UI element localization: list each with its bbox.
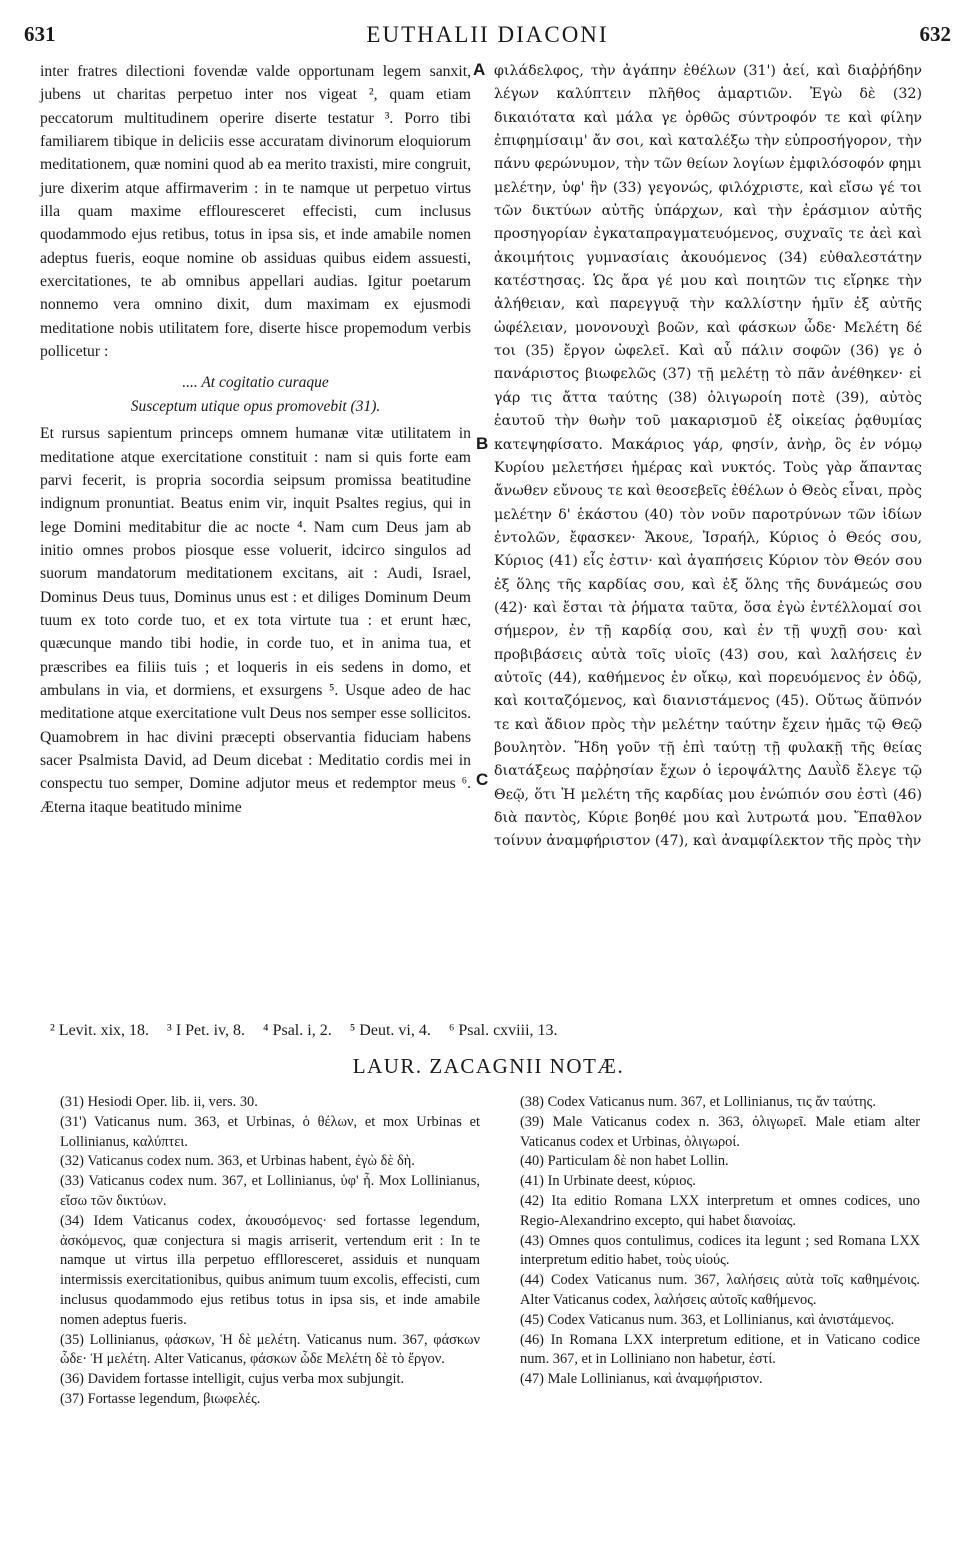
- note-item: (32) Vaticanus codex num. 363, et Urbinas habent, ἐγὼ δὲ δὴ.: [60, 1153, 415, 1170]
- latin-column: [40, 60, 471, 819]
- latin-verse-line-1: .... At cogitatio curaque: [182, 374, 329, 392]
- note-item: (38) Codex Vaticanus num. 367, et Lollinianus, τις ἄν ταύτης.: [520, 1094, 876, 1110]
- margin-marker-a: A: [473, 60, 486, 79]
- reference-item: ⁵ Deut. vi, 4.: [349, 1022, 431, 1039]
- note-item: (36) Davidem fortasse intelligit, cujus verba mox subjungit.: [60, 1371, 405, 1388]
- note-item: (35) Lollinianus, φάσκων, Ἡ δὲ μελέτη. Vaticanus num. 367, φάσκων ὧδε· Ἡ μελέτη. Alter Vaticanus, φάσκων ὧδε Μελέτη δὲ τὸ ἔργον.: [60, 1331, 480, 1368]
- note-item: (31) Hesiodi Oper. lib. ii, vers. 30.: [60, 1094, 258, 1110]
- notes-right-column: [520, 1093, 920, 1390]
- margin-marker-b: B: [476, 434, 489, 453]
- note-item: (45) Codex Vaticanus num. 363, et Lollinianus, καὶ ἀνιστάμενος.: [520, 1311, 895, 1328]
- note-item: (47) Male Lollinianus, καὶ ἀναμφήριστον.: [520, 1371, 763, 1388]
- note-item: (37) Fortasse legendum, βιωφελές.: [60, 1390, 261, 1407]
- note-item: (44) Codex Vaticanus num. 367, λαλήσεις αὐτὰ τοῖς καθημένοις. Alter Vaticanus codex, λαλήσεις αὐτοῖς καθήμενος.: [520, 1272, 920, 1308]
- note-item: (34) Idem Vaticanus codex, ἀκουσόμενος· sed fortasse legendum, ἀσκόμενος, quæ conjectura si magis arriserit, vertendum erit : In te namque ut virtus illa perpetuo efflloresceret, assiduis et nunquam intermissis exercitationibus, quibus animum tuum excolis, effecisti, cum inclusus quodammodo ejus retibus totus in ipsa sis, et inde amabile nomen adeptus fueris.: [60, 1212, 480, 1328]
- notes-left-column: [60, 1093, 480, 1410]
- note-item: (40) Particulam δὲ non habet Lollin.: [520, 1153, 729, 1170]
- running-title: EUTHALII DIACONI: [366, 22, 609, 47]
- note-item: (43) Omnes quos contulimus, codices ita legunt ; sed Romana LXX interpretum editio habet, τοὺς υἱούς.: [520, 1232, 920, 1269]
- notes-heading: LAUR. ZACAGNII NOTÆ.: [352, 1054, 625, 1078]
- latin-verse-quote: [40, 371, 471, 418]
- latin-paragraph-1: inter fratres dilectioni fovendæ valde opportunam legem sanxit, jubens ut charitas perpetuo inter nos vigeat ², quam etiam peccatorum multitudinem operire diserte testatur ³. Porro tibi familiarem tibique in deliciis esse accuratam divinorum eloquiorum meditationem, quæ nomini quod ab ea merito traxisti, mire congruit, jure dixerim atque affirmaverim : in te namque ut perpetuo virtus illa quam maxime efflouresceret effecisti, cum inclusus quodammodo ejus retibus, totus in ipsa sis, et inde amabile nomen adeptus fueris, eoque nomine ob assiduas quibus eidem assuesti, exercitationes, te ab omnibus appellari audias. Igitur poetarum nonnemo vera omnino dixit, dum maximam ex ejusmodi meditatione nobis utilitatem fore, diserte hisce propemodum verbis pollicetur :: [40, 63, 471, 361]
- reference-item: ² Levit. xix, 18.: [50, 1022, 150, 1039]
- page-number-left: 631: [24, 22, 56, 46]
- latin-verse-line-2: Susceptum utique opus promovebit (31).: [130, 397, 381, 415]
- page-header: [24, 20, 951, 60]
- reference-item: ⁴ Psal. i, 2.: [263, 1022, 332, 1039]
- reference-item: ⁶ Psal. cxviii, 13.: [448, 1022, 558, 1039]
- greek-text: φιλάδελφος, τὴν ἀγάπην ἐθέλων (31') ἀεί, καὶ διαῤῥήδην λέγων καλύπτειν πλῆθος ἁμαρτιῶν. Ἐγὼ δὲ (32) δικαιότατα καὶ μάλα γε ὀρθῶς σύντροφόν τε καὶ φίλην ἐπιφημίσαιμ' ἄν σοι, καὶ καταλέξω τὴν εὐπροσήγορον, τὴν πάνυ φερώνυμον, τὴν τῶν θείων λογίων ἐμφιλόσοφόν φημι μελέτην, ὑφ' ἣν (33) γεγονώς, φιλόχριστε, καὶ εἴσω γέ τοι τῶν δικτύων αὐτῆς ὑπάρχων, καὶ τὴν ἐράσμιον αὐτῆς προσηγορίαν ἐγκαταπραγματευόμενος, συχναῖς τε ἀεὶ καὶ ἀκοιμήτοις γυμνασίαις ἀκουόμενος (34) εὐθαλεστάτην κατέστησας. Ὡς ἄρα γέ μου καὶ ποιητῶν τις εἴρηκε τὴν ἀλήθειαν, καὶ παρεγγυᾷ τὴν καλλίστην ἡμῖν ἐξ αὐτῆς ὠφέλειαν, μονονουχὶ βοῶν, καὶ φάσκων ὧδε· Μελέτη δέ τοι (35) ἔργον ὠφελεῖ. Καὶ αὖ πάλιν σοφῶν (36) γε ὁ πανάριστος βιωφελῶς (37) τῇ μελέτῃ τὸ πᾶν ἀνέθηκεν· εἰ γάρ τις ἄττα ταύτης (38) ὀλιγωροίη ποτὲ (39), αὐτὸς ἑαυτοῦ τὴν θωὴν τοῦ μακαρισμοῦ ἐξ οἰκείας ῥᾳθυμίας κατεψηφίσατο. Μακάριος γάρ, φησίν, ἀνὴρ, ὃς ἐν νόμῳ Κυρίου μελετήσει ἡμέρας καὶ νυκτός. Τοὺς γὰρ ἅπαντας ἄνωθεν εὔνους τε καὶ θεοσεβεῖς ἐθέλων ὁ Θεὸς εἶναι, πρὸς μελέτην δ' ἑκάστου (40) τὸν νοῦν παροτρύνων τῶν ἰδίων ἐντολῶν, ἔφασκεν· Ἄκουε, Ἰσραήλ, Κύριος ὁ Θεός σου, Κύριος (41) εἷς ἐστιν· καὶ ἀγαπήσεις Κύριον τὸν Θεόν σου ἐξ ὅλης τῆς καρδίας σου, καὶ ἐξ ὅλης τῆς δυνάμεώς σου (42)· καὶ ἔσται τὰ ῥήματα ταῦτα, ὅσα ἐγὼ ἐντέλλομαί σοι σήμερον, ἐν τῇ καρδίᾳ σου, καὶ ἐν τῇ ψυχῇ σου· καὶ προβιβάσεις αὐτὰ τοῖς υἱοῖς (43) σου, καὶ λαλήσεις ἐν αὐτοῖς (44), καθήμενος ἐν οἴκῳ, καὶ πορευόμενος ἐν ὁδῷ, καὶ κοιταζόμενος, καὶ διανιστάμενος (45). Οὕτως ἄϋπνόν τε καὶ ἄδιον πρὸς τὴν μελέτην ταύτην ἔχειν ἡμᾶς τῷ Θεῷ βουλητὸν. Ἤδη γοῦν τῇ ἐπὶ ταύτῃ τῇ φυλακῇ τῆς θείας διατάξεως παῤῥησίαν ἔχων ὁ ἱεροψάλτης Δαυῒδ ἔλεγε τῷ Θεῷ, ὅτι Ἡ μελέτη τῆς καρδίας μου ἐνώπιόν σου ἐστὶ (46) διὰ παντὸς, Κύριε βοηθέ μου καὶ λυτρωτά μου. Ἔπαθλον τοίνυν ἀναμφήριστον (47), καὶ ἀναμφίλεκτον τῆς πρὸς τὴν: [494, 63, 922, 850]
- reference-item: ³ I Pet. iv, 8.: [167, 1022, 245, 1039]
- margin-marker-c: C: [476, 770, 489, 789]
- note-item: (33) Vaticanus codex num. 367, et Lollinianus, ὑφ' ἧ. Mox Lollinianus, εἴσω τῶν δικτύων.: [60, 1173, 480, 1209]
- scripture-references: [50, 1022, 947, 1040]
- note-item: (41) In Urbinate deest, κύριος.: [520, 1173, 696, 1190]
- greek-column: [494, 60, 922, 854]
- note-item: (39) Male Vaticanus codex n. 363, ὀλιγωρεῖ. Male etiam alter Vaticanus codex et Urbinas, ὀλιγωροί.: [520, 1113, 920, 1150]
- note-item: (42) Ita editio Romana LXX interpretum et omnes codices, uno Regio-Alexandrino excepto, qui habet διανοίας.: [520, 1192, 920, 1229]
- latin-paragraph-2: Et rursus sapientum princeps omnem humanæ vitæ utilitatem in meditatione atque exercitatione constituit : nam si quis forte eam parvi fecerit, is propria socordia seipsum promissa beatitudine indignum pronuntiat. Beatus enim vir, inquit Psaltes regius, qui in lege Domini meditabitur die ac nocte ⁴. Nam cum Deus jam ab initio omnes probos piosque esse voluerit, idcirco singulos ad suorum mandatorum meditationem excitans, ait : Audi, Israel, Dominus Deus tuus, Dominus unus est : et diliges Dominum Deum tuum ex toto corde tuo, et ex tota virtute tua : et erunt hæc, quæcunque mando tibi hodie, in corde tuo, et in anima tua, et præscribes ea filiis tuis ; et loqueris in eis sedens in domo, et ambulans in via, et dormiens, et exsurgens ⁵. Usque adeo de hac meditatione atque exercitatione vult Deus nos semper esse sollicitos. Quamobrem in hac divini præcepti observantia fiduciam habens sacer Psalmista David, ad Deum dicebat : Meditatio cordis mei in conspectu tuo semper, Domine adjutor meus et redemptor meus ⁶. Æterna itaque beatitudo minime: [40, 425, 471, 816]
- page-number-right: 632: [919, 22, 951, 46]
- note-item: (46) In Romana LXX interpretum editione, et in Vaticano codice num. 367, et in Lolliniano non habetur, ἐστί.: [520, 1331, 920, 1368]
- note-item: (31') Vaticanus num. 363, et Urbinas, ὁ θέλων, et mox Urbinas et Lollinianus, καλύπτει.: [60, 1113, 480, 1150]
